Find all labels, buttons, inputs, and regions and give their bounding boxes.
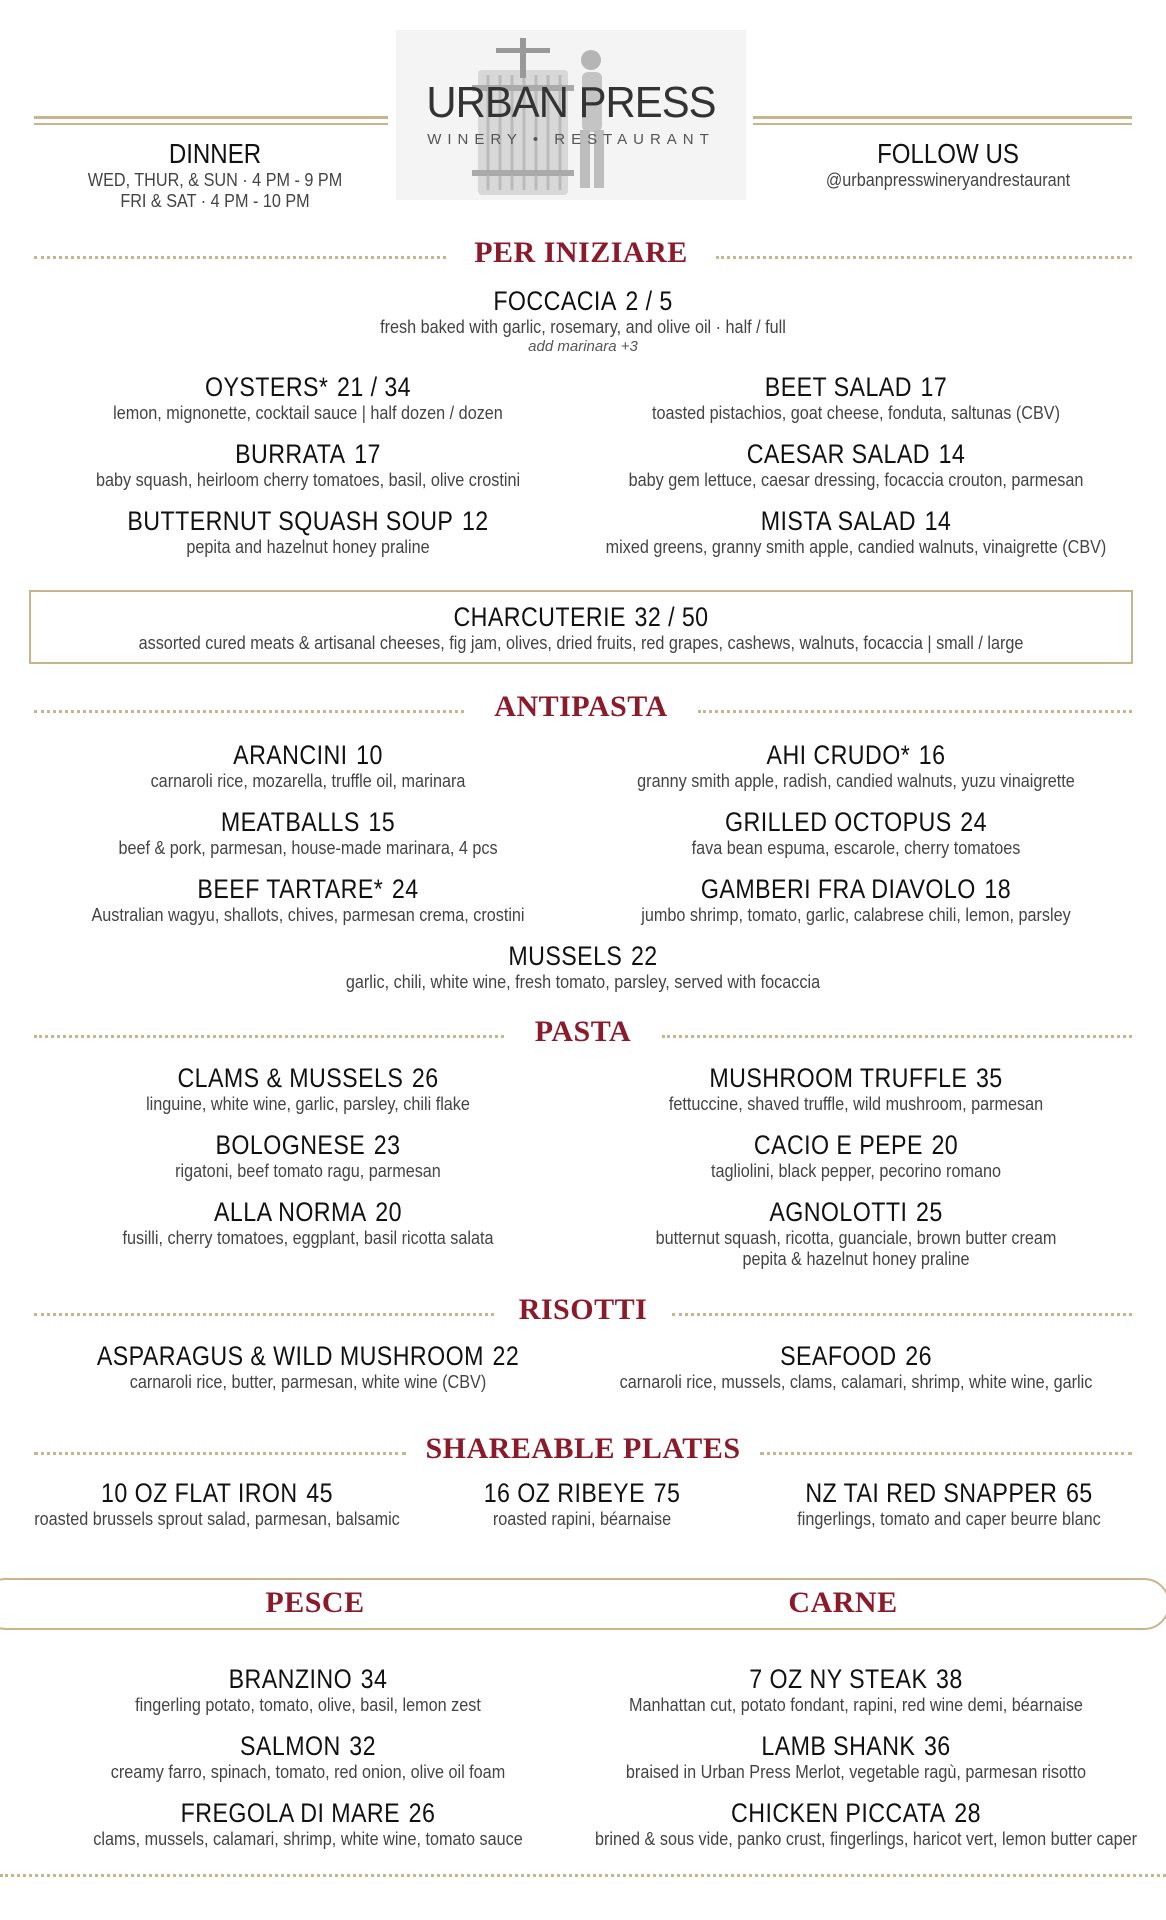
item-name: OYSTERS*	[204, 372, 329, 402]
section-shareable-title: SHAREABLE PLATES	[425, 1432, 741, 1465]
menu-item-beet-salad	[566, 372, 1146, 424]
menu-item-agnolotti	[566, 1197, 1146, 1270]
menu-item-mista-salad	[566, 506, 1146, 558]
section-pasta-title: PASTA	[534, 1015, 632, 1048]
item-price: 15	[368, 807, 396, 837]
menu-item-focaccia	[283, 286, 883, 356]
item-description: roasted rapini, béarnaise	[492, 1509, 672, 1529]
item-name: MUSHROOM TRUFFLE	[709, 1063, 968, 1093]
item-description: Australian wagyu, shallots, chives, parmesan crema, crostini	[91, 905, 525, 925]
item-name: BRANZINO	[228, 1664, 353, 1694]
item-description: fingerlings, tomato and caper beurre blanc	[797, 1509, 1101, 1529]
header-rule-right-bottom	[753, 123, 1132, 125]
menu-item-mushroom-truffle	[566, 1063, 1146, 1115]
divider-right	[716, 256, 1132, 259]
item-price: 45	[306, 1478, 333, 1508]
item-description: fettuccine, shaved truffle, wild mushroom, parmesan	[668, 1094, 1044, 1114]
item-name: AHI CRUDO*	[766, 740, 911, 770]
divider-left	[34, 256, 446, 259]
item-description: braised in Urban Press Merlot, vegetable ragù, parmesan risotto	[625, 1762, 1087, 1782]
item-price: 26	[408, 1798, 436, 1828]
divider-left	[34, 1035, 504, 1038]
section-carne-title: CARNE	[788, 1586, 898, 1619]
logo-title: URBAN PRESS	[426, 78, 716, 127]
item-price: 75	[653, 1478, 681, 1508]
item-name: ARANCINI	[233, 740, 348, 770]
divider-left	[34, 710, 464, 713]
logo-subtitle: WINERY • RESTAURANT	[427, 131, 715, 148]
item-name: CAESAR SALAD	[746, 439, 930, 469]
item-name: BUTTERNUT SQUASH SOUP	[127, 506, 454, 536]
divider-right	[698, 710, 1132, 713]
item-name: BOLOGNESE	[215, 1130, 366, 1160]
header-rule-right-top	[753, 116, 1132, 119]
divider-left	[34, 1313, 494, 1316]
item-price: 38	[935, 1664, 963, 1694]
item-price: 65	[1065, 1478, 1093, 1508]
item-name: FOCCACIA	[493, 286, 617, 316]
item-description: fava bean espuma, escarole, cherry tomatoes	[691, 838, 1021, 858]
item-name: FREGOLA DI MARE	[180, 1798, 401, 1828]
item-name: ASPARAGUS & WILD MUSHROOM	[96, 1341, 484, 1371]
divider-right	[672, 1313, 1132, 1316]
divider-left	[34, 1452, 406, 1455]
menu-item-meatballs	[20, 807, 596, 859]
item-name: CHICKEN PICCATA	[731, 1798, 946, 1828]
item-description: clams, mussels, calamari, shrimp, white wine, tomato sauce	[93, 1829, 523, 1849]
item-price: 22	[492, 1341, 520, 1371]
menu-item-lamb-shank	[566, 1731, 1146, 1783]
item-description: roasted brussels sprout salad, parmesan, balsamic	[34, 1509, 400, 1529]
item-name: 16 OZ RIBEYE	[483, 1478, 646, 1508]
item-name: SALMON	[240, 1731, 341, 1761]
item-description: beef & pork, parmesan, house-made marinara, 4 pcs	[118, 838, 498, 858]
item-price: 25	[915, 1197, 943, 1227]
item-name: BEET SALAD	[764, 372, 912, 402]
menu-item-grilled-octopus	[566, 807, 1146, 859]
item-price: 35	[975, 1063, 1003, 1093]
follow-us	[760, 138, 1136, 191]
dinner-hours	[40, 138, 390, 212]
dinner-hours-line-1: WED, THUR, & SUN · 4 PM - 9 PM	[87, 170, 343, 190]
item-description: butternut squash, ricotta, guanciale, brown butter cream	[655, 1228, 1057, 1248]
item-price: 2 / 5	[625, 286, 673, 316]
item-description: carnaroli rice, mozarella, truffle oil, marinara	[150, 771, 466, 791]
item-price: 14	[924, 506, 952, 536]
menu-item-seafood-risotto	[566, 1341, 1146, 1393]
item-price: 23	[373, 1130, 401, 1160]
item-price: 10	[356, 740, 383, 770]
item-name: NZ TAI RED SNAPPER	[805, 1478, 1058, 1508]
menu-item-ahi-crudo	[566, 740, 1146, 792]
item-price: 36	[923, 1731, 951, 1761]
item-price: 32 / 50	[634, 602, 709, 632]
menu-item-salmon	[20, 1731, 596, 1783]
menu-item-bolognese	[20, 1130, 596, 1182]
item-name: MISTA SALAD	[760, 506, 916, 536]
item-description: rigatoni, beef tomato ragu, parmesan	[175, 1161, 441, 1181]
menu-item-oysters	[20, 372, 596, 424]
item-name: GAMBERI FRA DIAVOLO	[700, 874, 976, 904]
section-per-iniziare-title: PER INIZIARE	[474, 236, 688, 269]
item-description: lemon, mignonette, cocktail sauce | half dozen / dozen	[113, 403, 503, 423]
menu-item-ribeye	[432, 1478, 732, 1530]
header-rule-left-top	[34, 116, 388, 119]
item-price: 34	[360, 1664, 388, 1694]
menu-item-butternut-soup	[20, 506, 596, 558]
item-price: 14	[938, 439, 966, 469]
item-description: tagliolini, black pepper, pecorino romano	[711, 1161, 1001, 1181]
item-price: 17	[920, 372, 948, 402]
item-name: BEEF TARTARE*	[197, 874, 384, 904]
item-price: 28	[954, 1798, 981, 1828]
item-description: granny smith apple, radish, candied walnuts, yuzu vinaigrette	[637, 771, 1075, 791]
divider-right	[662, 1035, 1132, 1038]
menu-item-alla-norma	[20, 1197, 596, 1249]
menu-item-arancini	[20, 740, 596, 792]
follow-title: FOLLOW US	[877, 138, 1019, 169]
item-description-2: pepita & hazelnut honey praline	[742, 1249, 970, 1269]
item-name: BURRATA	[235, 439, 346, 469]
item-name: MUSSELS	[508, 941, 623, 971]
item-name: 7 OZ NY STEAK	[749, 1664, 928, 1694]
item-name: CACIO E PEPE	[753, 1130, 923, 1160]
item-name: CHARCUTERIE	[453, 602, 626, 632]
item-price: 26	[905, 1341, 932, 1371]
menu-item-branzino	[20, 1664, 596, 1716]
item-description: fusilli, cherry tomatoes, eggplant, basil ricotta salata	[122, 1228, 494, 1248]
item-price: 26	[411, 1063, 439, 1093]
item-price: 24	[391, 874, 419, 904]
item-description: jumbo shrimp, tomato, garlic, calabrese chili, lemon, parsley	[641, 905, 1071, 925]
menu-item-caesar-salad	[566, 439, 1146, 491]
item-price: 21 / 34	[337, 372, 412, 402]
item-description: carnaroli rice, butter, parmesan, white wine (CBV)	[129, 1372, 487, 1392]
menu-item-mussels	[283, 941, 883, 993]
item-name: AGNOLOTTI	[769, 1197, 908, 1227]
logo	[396, 30, 746, 200]
item-description: carnaroli rice, mussels, clams, calamari, shrimp, white wine, garlic	[619, 1372, 1093, 1392]
item-price: 20	[375, 1197, 402, 1227]
menu-item-gamberi	[566, 874, 1146, 926]
item-description: Manhattan cut, potato fondant, rapini, red wine demi, béarnaise	[629, 1695, 1083, 1715]
item-name: ALLA NORMA	[213, 1197, 367, 1227]
section-risotti-title: RISOTTI	[518, 1293, 648, 1326]
item-name: GRILLED OCTOPUS	[725, 807, 952, 837]
item-name: LAMB SHANK	[761, 1731, 916, 1761]
item-name: SEAFOOD	[780, 1341, 897, 1371]
item-description: brined & sous vide, panko crust, fingerlings, haricot vert, lemon butter caper	[595, 1829, 1138, 1849]
footer-divider	[0, 1874, 1166, 1877]
section-pesce-title: PESCE	[265, 1586, 365, 1619]
item-name: CLAMS & MUSSELS	[177, 1063, 404, 1093]
item-note: add marinara +3	[528, 338, 638, 355]
item-description: baby squash, heirloom cherry tomatoes, basil, olive crostini	[95, 470, 521, 490]
divider-right	[760, 1452, 1132, 1455]
item-price: 24	[960, 807, 987, 837]
header-rule-left-bottom	[34, 123, 388, 125]
dinner-hours-line-2: FRI & SAT · 4 PM - 10 PM	[120, 191, 310, 211]
item-price: 20	[931, 1130, 959, 1160]
item-description: fingerling potato, tomato, olive, basil, lemon zest	[135, 1695, 481, 1715]
item-description: toasted pistachios, goat cheese, fonduta, saltunas (CBV)	[652, 403, 1060, 423]
menu-item-cacio-e-pepe	[566, 1130, 1146, 1182]
section-antipasta-title: ANTIPASTA	[494, 690, 668, 723]
item-price: 16	[918, 740, 946, 770]
item-description: baby gem lettuce, caesar dressing, focaccia crouton, parmesan	[628, 470, 1084, 490]
menu-item-asparagus-risotto	[20, 1341, 596, 1393]
menu-item-burrata	[20, 439, 596, 491]
item-price: 32	[349, 1731, 376, 1761]
pesce-carne-banner	[0, 1578, 1166, 1630]
menu-item-fregola	[20, 1798, 596, 1850]
item-description: garlic, chili, white wine, fresh tomato, parsley, served with focaccia	[345, 972, 821, 992]
item-name: 10 OZ FLAT IRON	[101, 1478, 298, 1508]
item-description: fresh baked with garlic, rosemary, and olive oil · half / full	[380, 317, 786, 337]
item-price: 22	[630, 941, 658, 971]
item-name: MEATBALLS	[220, 807, 360, 837]
menu-item-flat-iron	[10, 1478, 424, 1530]
item-description: linguine, white wine, garlic, parsley, chili flake	[146, 1094, 470, 1114]
menu-item-chicken-piccata	[566, 1798, 1146, 1850]
menu-item-charcuterie	[29, 602, 1133, 654]
item-price: 12	[461, 506, 489, 536]
menu-item-red-snapper	[742, 1478, 1156, 1530]
item-description: assorted cured meats & artisanal cheeses, fig jam, olives, dried fruits, red grapes, cashews, walnuts, focaccia | small / large	[138, 633, 1024, 653]
menu-item-clams-mussels	[20, 1063, 596, 1115]
menu-item-ny-steak	[566, 1664, 1146, 1716]
follow-handle: @urbanpresswineryandrestaurant	[825, 170, 1071, 190]
item-description: creamy farro, spinach, tomato, red onion, olive oil foam	[110, 1762, 506, 1782]
item-description: pepita and hazelnut honey praline	[186, 537, 430, 557]
item-price: 18	[984, 874, 1012, 904]
dinner-title: DINNER	[168, 138, 262, 169]
item-price: 17	[354, 439, 381, 469]
item-description: mixed greens, granny smith apple, candied walnuts, vinaigrette (CBV)	[605, 537, 1107, 557]
menu-item-beef-tartare	[20, 874, 596, 926]
